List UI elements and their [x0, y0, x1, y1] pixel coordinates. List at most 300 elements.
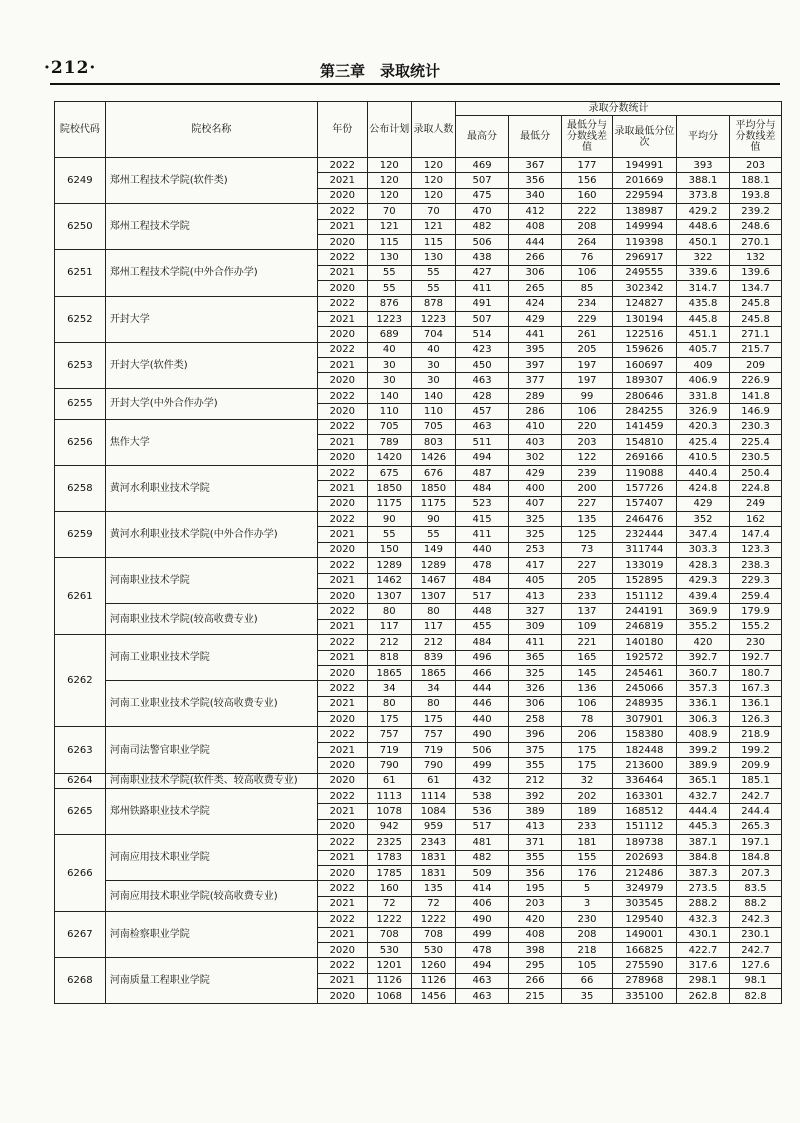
table-row	[55, 789, 782, 804]
table-row	[55, 511, 782, 526]
school-name: 开封大学(中外合作办学)	[105, 388, 317, 419]
cell-plan: 757	[367, 727, 411, 742]
cell-admitted: 55	[411, 527, 455, 542]
cell-admitted: 149	[411, 542, 455, 557]
cell-min-score: 265	[509, 281, 562, 296]
cell-year: 2021	[317, 650, 367, 665]
cell-admitted: 803	[411, 435, 455, 450]
cell-min-rank: 229594	[612, 188, 676, 203]
cell-max-score: 457	[456, 404, 509, 419]
cell-max-score: 446	[456, 696, 509, 711]
cell-year: 2021	[317, 173, 367, 188]
cell-max-score: 499	[456, 927, 509, 942]
cell-avg-diff: 226.9	[730, 373, 782, 388]
school-name: 河南职业技术学院(较高收费专业)	[105, 604, 317, 635]
cell-avg-score: 432.7	[676, 789, 729, 804]
cell-admitted: 1426	[411, 450, 455, 465]
cell-min-rank: 248935	[612, 696, 676, 711]
cell-avg-diff: 238.3	[730, 558, 782, 573]
cell-min-score: 306	[509, 265, 562, 280]
cell-min-score: 253	[509, 542, 562, 557]
cell-plan: 61	[367, 773, 411, 788]
cell-year: 2022	[317, 204, 367, 219]
cell-min-diff: 85	[562, 281, 613, 296]
cell-min-rank: 151112	[612, 588, 676, 603]
cell-min-score: 215	[509, 989, 562, 1004]
cell-plan: 1865	[367, 665, 411, 680]
table-row	[55, 158, 782, 173]
cell-min-rank: 335100	[612, 989, 676, 1004]
cell-year: 2021	[317, 896, 367, 911]
cell-avg-score: 298.1	[676, 973, 729, 988]
school-code: 6250	[55, 204, 106, 250]
cell-avg-score: 373.8	[676, 188, 729, 203]
cell-year: 2022	[317, 789, 367, 804]
cell-avg-score: 262.8	[676, 989, 729, 1004]
school-code: 6253	[55, 342, 106, 388]
cell-avg-score: 450.1	[676, 234, 729, 249]
cell-avg-diff: 98.1	[730, 973, 782, 988]
cell-min-score: 429	[509, 311, 562, 326]
cell-min-diff: 227	[562, 496, 613, 511]
cell-year: 2020	[317, 450, 367, 465]
cell-min-score: 355	[509, 758, 562, 773]
col-header-plan: 公布计划	[367, 102, 411, 158]
cell-min-score: 365	[509, 650, 562, 665]
col-header-avg: 平均分	[676, 116, 729, 158]
cell-min-score: 266	[509, 973, 562, 988]
cell-admitted: 959	[411, 819, 455, 834]
cell-year: 2020	[317, 665, 367, 680]
cell-admitted: 1865	[411, 665, 455, 680]
cell-min-diff: 106	[562, 265, 613, 280]
cell-avg-diff: 209.9	[730, 758, 782, 773]
cell-min-diff: 208	[562, 219, 613, 234]
cell-avg-diff: 185.1	[730, 773, 782, 788]
cell-max-score: 494	[456, 450, 509, 465]
cell-admitted: 80	[411, 604, 455, 619]
cell-year: 2021	[317, 742, 367, 757]
cell-plan: 30	[367, 373, 411, 388]
cell-min-score: 286	[509, 404, 562, 419]
col-header-admitted: 录取人数	[411, 102, 455, 158]
cell-admitted: 72	[411, 896, 455, 911]
cell-admitted: 704	[411, 327, 455, 342]
cell-avg-score: 326.9	[676, 404, 729, 419]
cell-avg-diff: 225.4	[730, 435, 782, 450]
cell-max-score: 509	[456, 865, 509, 880]
cell-min-score: 392	[509, 789, 562, 804]
cell-year: 2022	[317, 727, 367, 742]
cell-avg-score: 355.2	[676, 619, 729, 634]
cell-min-rank: 159626	[612, 342, 676, 357]
cell-plan: 708	[367, 927, 411, 942]
cell-avg-score: 429.3	[676, 573, 729, 588]
table-body	[55, 158, 782, 1004]
cell-min-rank: 130194	[612, 311, 676, 326]
col-header-name: 院校名称	[105, 102, 317, 158]
cell-plan: 1223	[367, 311, 411, 326]
cell-avg-score: 429	[676, 496, 729, 511]
cell-min-rank: 194991	[612, 158, 676, 173]
school-name: 河南职业技术学院	[105, 558, 317, 604]
cell-min-diff: 205	[562, 342, 613, 357]
cell-avg-score: 387.1	[676, 835, 729, 850]
cell-min-diff: 189	[562, 804, 613, 819]
col-header-max: 最高分	[456, 116, 509, 158]
cell-max-score: 491	[456, 296, 509, 311]
cell-min-rank: 160697	[612, 358, 676, 373]
table-row	[55, 604, 782, 619]
table-row	[55, 419, 782, 434]
cell-min-rank: 246819	[612, 619, 676, 634]
cell-year: 2022	[317, 912, 367, 927]
cell-plan: 80	[367, 696, 411, 711]
cell-year: 2022	[317, 881, 367, 896]
cell-min-diff: 197	[562, 373, 613, 388]
cell-min-diff: 206	[562, 727, 613, 742]
cell-max-score: 411	[456, 527, 509, 542]
cell-max-score: 463	[456, 989, 509, 1004]
cell-min-diff: 233	[562, 588, 613, 603]
cell-avg-score: 410.5	[676, 450, 729, 465]
cell-min-diff: 99	[562, 388, 613, 403]
cell-min-score: 420	[509, 912, 562, 927]
cell-min-diff: 66	[562, 973, 613, 988]
cell-max-score: 487	[456, 465, 509, 480]
cell-min-score: 405	[509, 573, 562, 588]
cell-avg-diff: 230.3	[730, 419, 782, 434]
cell-avg-diff: 245.8	[730, 296, 782, 311]
cell-min-score: 441	[509, 327, 562, 342]
cell-avg-diff: 134.7	[730, 281, 782, 296]
cell-max-score: 517	[456, 588, 509, 603]
cell-avg-score: 392.7	[676, 650, 729, 665]
cell-avg-score: 331.8	[676, 388, 729, 403]
cell-admitted: 878	[411, 296, 455, 311]
cell-min-score: 258	[509, 712, 562, 727]
cell-plan: 675	[367, 465, 411, 480]
cell-min-score: 327	[509, 604, 562, 619]
cell-plan: 160	[367, 881, 411, 896]
cell-min-rank: 163301	[612, 789, 676, 804]
school-name: 黄河水利职业技术学院(中外合作办学)	[105, 511, 317, 557]
cell-min-rank: 245066	[612, 681, 676, 696]
cell-max-score: 438	[456, 250, 509, 265]
cell-plan: 1201	[367, 958, 411, 973]
cell-plan: 1289	[367, 558, 411, 573]
cell-min-diff: 261	[562, 327, 613, 342]
cell-min-score: 309	[509, 619, 562, 634]
cell-avg-diff: 136.1	[730, 696, 782, 711]
cell-min-diff: 32	[562, 773, 613, 788]
cell-avg-score: 406.9	[676, 373, 729, 388]
cell-plan: 789	[367, 435, 411, 450]
cell-min-rank: 280646	[612, 388, 676, 403]
cell-year: 2020	[317, 989, 367, 1004]
cell-max-score: 482	[456, 850, 509, 865]
col-header-year: 年份	[317, 102, 367, 158]
school-code: 6268	[55, 958, 106, 1004]
cell-avg-diff: 230.5	[730, 450, 782, 465]
cell-avg-diff: 215.7	[730, 342, 782, 357]
cell-min-rank: 278968	[612, 973, 676, 988]
cell-avg-diff: 188.1	[730, 173, 782, 188]
cell-max-score: 440	[456, 712, 509, 727]
cell-min-diff: 156	[562, 173, 613, 188]
cell-plan: 175	[367, 712, 411, 727]
cell-avg-score: 322	[676, 250, 729, 265]
cell-year: 2021	[317, 973, 367, 988]
cell-min-rank: 140180	[612, 635, 676, 650]
cell-avg-diff: 180.7	[730, 665, 782, 680]
cell-admitted: 120	[411, 173, 455, 188]
cell-year: 2021	[317, 435, 367, 450]
cell-admitted: 61	[411, 773, 455, 788]
cell-avg-score: 424.8	[676, 481, 729, 496]
cell-max-score: 506	[456, 234, 509, 249]
school-code: 6265	[55, 789, 106, 835]
cell-min-rank: 336464	[612, 773, 676, 788]
cell-admitted: 130	[411, 250, 455, 265]
cell-avg-score: 408.9	[676, 727, 729, 742]
cell-min-score: 407	[509, 496, 562, 511]
school-name: 河南质量工程职业学院	[105, 958, 317, 1004]
cell-plan: 719	[367, 742, 411, 757]
cell-avg-score: 409	[676, 358, 729, 373]
cell-max-score: 478	[456, 558, 509, 573]
chapter-title: 第三章 录取统计	[320, 62, 441, 80]
cell-admitted: 40	[411, 342, 455, 357]
school-code: 6266	[55, 835, 106, 912]
cell-min-diff: 122	[562, 450, 613, 465]
cell-max-score: 490	[456, 912, 509, 927]
cell-avg-diff: 259.4	[730, 588, 782, 603]
cell-year: 2022	[317, 635, 367, 650]
cell-admitted: 121	[411, 219, 455, 234]
cell-max-score: 517	[456, 819, 509, 834]
cell-min-score: 398	[509, 942, 562, 957]
cell-max-score: 475	[456, 188, 509, 203]
school-name: 开封大学	[105, 296, 317, 342]
cell-min-score: 203	[509, 896, 562, 911]
cell-admitted: 55	[411, 265, 455, 280]
cell-admitted: 719	[411, 742, 455, 757]
cell-plan: 55	[367, 527, 411, 542]
cell-min-rank: 324979	[612, 881, 676, 896]
cell-plan: 55	[367, 281, 411, 296]
school-code: 6258	[55, 465, 106, 511]
cell-admitted: 135	[411, 881, 455, 896]
cell-min-diff: 3	[562, 896, 613, 911]
cell-plan: 818	[367, 650, 411, 665]
cell-max-score: 507	[456, 173, 509, 188]
school-name: 河南应用技术职业学院(较高收费专业)	[105, 881, 317, 912]
cell-plan: 1113	[367, 789, 411, 804]
cell-min-diff: 160	[562, 188, 613, 203]
school-name: 河南职业技术学院(软件类、较高收费专业)	[105, 773, 317, 788]
table-row	[55, 342, 782, 357]
cell-max-score: 415	[456, 511, 509, 526]
cell-year: 2022	[317, 958, 367, 973]
cell-min-score: 397	[509, 358, 562, 373]
cell-plan: 115	[367, 234, 411, 249]
cell-admitted: 1850	[411, 481, 455, 496]
page-number: ·212·	[44, 58, 97, 78]
cell-year: 2022	[317, 465, 367, 480]
cell-plan: 30	[367, 358, 411, 373]
cell-avg-score: 451.1	[676, 327, 729, 342]
cell-avg-diff: 230	[730, 635, 782, 650]
cell-plan: 117	[367, 619, 411, 634]
cell-min-score: 325	[509, 665, 562, 680]
school-name: 郑州工程技术学院(中外合作办学)	[105, 250, 317, 296]
cell-avg-score: 422.7	[676, 942, 729, 957]
table-row	[55, 773, 782, 788]
cell-min-score: 389	[509, 804, 562, 819]
cell-plan: 790	[367, 758, 411, 773]
cell-max-score: 484	[456, 573, 509, 588]
cell-plan: 1068	[367, 989, 411, 1004]
cell-avg-diff: 242.7	[730, 789, 782, 804]
school-name: 郑州工程技术学院(软件类)	[105, 158, 317, 204]
cell-min-score: 424	[509, 296, 562, 311]
cell-min-score: 356	[509, 865, 562, 880]
cell-avg-score: 399.2	[676, 742, 729, 757]
cell-min-diff: 239	[562, 465, 613, 480]
cell-avg-diff: 250.4	[730, 465, 782, 480]
cell-min-rank: 245461	[612, 665, 676, 680]
cell-plan: 110	[367, 404, 411, 419]
cell-avg-diff: 193.8	[730, 188, 782, 203]
cell-admitted: 55	[411, 281, 455, 296]
cell-min-score: 356	[509, 173, 562, 188]
cell-min-rank: 158380	[612, 727, 676, 742]
cell-avg-diff: 127.6	[730, 958, 782, 973]
school-code: 6251	[55, 250, 106, 296]
cell-min-score: 371	[509, 835, 562, 850]
cell-admitted: 30	[411, 358, 455, 373]
cell-plan: 1126	[367, 973, 411, 988]
cell-avg-score: 429.2	[676, 204, 729, 219]
cell-min-score: 266	[509, 250, 562, 265]
table-row	[55, 912, 782, 927]
cell-min-score: 375	[509, 742, 562, 757]
cell-min-rank: 166825	[612, 942, 676, 957]
cell-min-score: 444	[509, 234, 562, 249]
cell-year: 2022	[317, 158, 367, 173]
cell-min-score: 408	[509, 927, 562, 942]
cell-min-rank: 232444	[612, 527, 676, 542]
cell-avg-diff: 147.4	[730, 527, 782, 542]
cell-plan: 140	[367, 388, 411, 403]
col-header-group: 录取分数统计	[456, 102, 782, 116]
school-name: 河南工业职业技术学院(较高收费专业)	[105, 681, 317, 727]
cell-admitted: 676	[411, 465, 455, 480]
cell-min-score: 355	[509, 850, 562, 865]
cell-admitted: 708	[411, 927, 455, 942]
cell-admitted: 1307	[411, 588, 455, 603]
cell-avg-diff: 244.4	[730, 804, 782, 819]
cell-plan: 150	[367, 542, 411, 557]
school-code: 6259	[55, 511, 106, 557]
cell-avg-score: 430.1	[676, 927, 729, 942]
cell-min-diff: 165	[562, 650, 613, 665]
school-code: 6267	[55, 912, 106, 958]
cell-max-score: 406	[456, 896, 509, 911]
cell-avg-diff: 224.8	[730, 481, 782, 496]
cell-max-score: 466	[456, 665, 509, 680]
cell-min-score: 377	[509, 373, 562, 388]
cell-min-rank: 201669	[612, 173, 676, 188]
cell-avg-diff: 209	[730, 358, 782, 373]
cell-plan: 942	[367, 819, 411, 834]
cell-year: 2021	[317, 696, 367, 711]
cell-avg-score: 369.9	[676, 604, 729, 619]
cell-avg-score: 360.7	[676, 665, 729, 680]
cell-year: 2020	[317, 281, 367, 296]
school-name: 郑州工程技术学院	[105, 204, 317, 250]
cell-min-diff: 5	[562, 881, 613, 896]
cell-min-rank: 149001	[612, 927, 676, 942]
school-code: 6249	[55, 158, 106, 204]
cell-max-score: 463	[456, 973, 509, 988]
cell-min-diff: 175	[562, 758, 613, 773]
cell-min-score: 326	[509, 681, 562, 696]
cell-admitted: 757	[411, 727, 455, 742]
cell-plan: 1462	[367, 573, 411, 588]
cell-max-score: 494	[456, 958, 509, 973]
table-row	[55, 465, 782, 480]
cell-avg-score: 303.3	[676, 542, 729, 557]
cell-min-rank: 213600	[612, 758, 676, 773]
cell-year: 2022	[317, 342, 367, 357]
school-code: 6264	[55, 773, 106, 788]
cell-max-score: 450	[456, 358, 509, 373]
cell-avg-diff: 141.8	[730, 388, 782, 403]
cell-year: 2022	[317, 388, 367, 403]
cell-min-diff: 208	[562, 927, 613, 942]
cell-year: 2020	[317, 819, 367, 834]
cell-max-score: 496	[456, 650, 509, 665]
cell-avg-diff: 192.7	[730, 650, 782, 665]
cell-year: 2020	[317, 758, 367, 773]
table-row	[55, 250, 782, 265]
col-header-code: 院校代码	[55, 102, 106, 158]
cell-min-diff: 155	[562, 850, 613, 865]
table-row	[55, 727, 782, 742]
cell-avg-score: 384.8	[676, 850, 729, 865]
cell-min-diff: 73	[562, 542, 613, 557]
cell-min-rank: 202693	[612, 850, 676, 865]
cell-min-score: 417	[509, 558, 562, 573]
cell-year: 2020	[317, 373, 367, 388]
cell-admitted: 705	[411, 419, 455, 434]
cell-year: 2021	[317, 527, 367, 542]
school-code: 6252	[55, 296, 106, 342]
cell-avg-diff: 123.3	[730, 542, 782, 557]
cell-min-diff: 220	[562, 419, 613, 434]
cell-avg-diff: 239.2	[730, 204, 782, 219]
table-row	[55, 296, 782, 311]
table-row	[55, 204, 782, 219]
cell-year: 2021	[317, 481, 367, 496]
cell-max-score: 478	[456, 942, 509, 957]
school-code: 6262	[55, 635, 106, 727]
cell-admitted: 1831	[411, 850, 455, 865]
cell-avg-diff: 83.5	[730, 881, 782, 896]
cell-min-rank: 154810	[612, 435, 676, 450]
